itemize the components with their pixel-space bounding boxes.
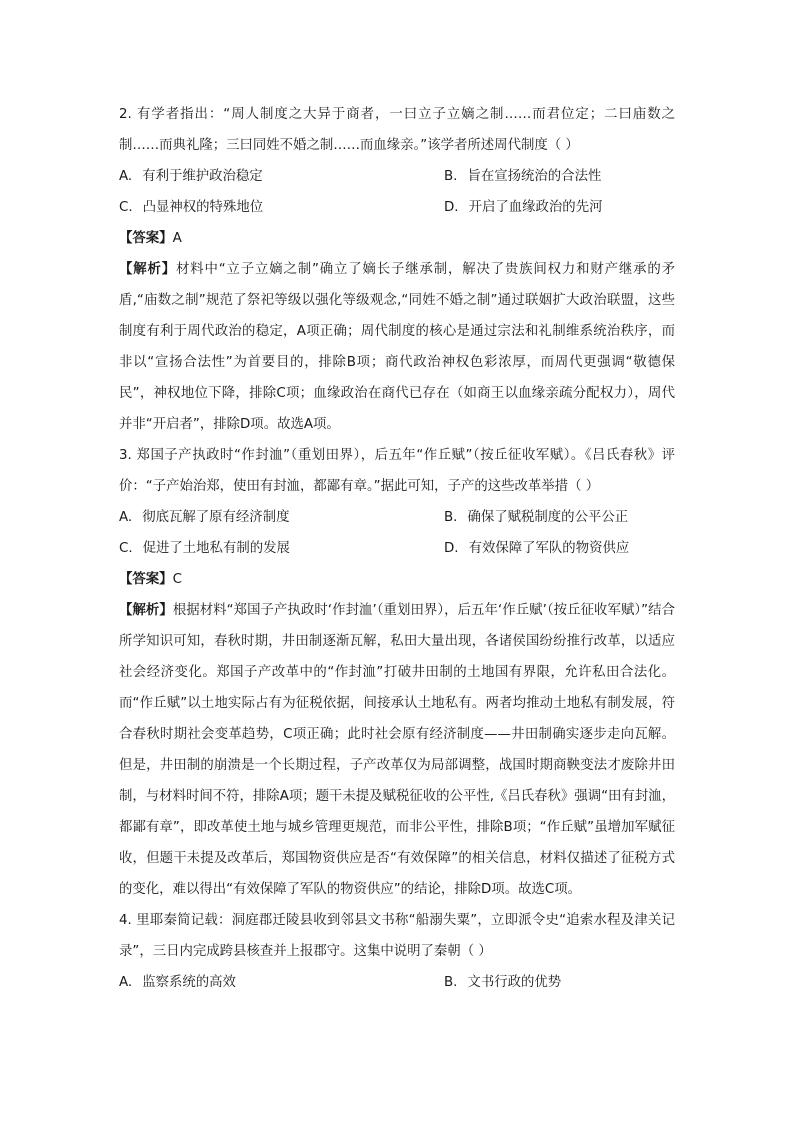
document-content (119, 99, 675, 998)
question-2-analysis (119, 254, 675, 440)
option-letter: A. (119, 169, 133, 184)
question-3-options-row-1 (119, 502, 675, 533)
option-letter: B. (444, 975, 458, 990)
question-4-option-a (119, 967, 444, 998)
question-3-answer (119, 564, 675, 595)
question-4-option-b (444, 967, 675, 998)
answer-value: A (172, 231, 182, 246)
option-text: 开启了血缘政治的先河 (468, 200, 603, 215)
option-letter: B. (444, 510, 458, 525)
question-2-option-d (444, 192, 675, 223)
question-3-analysis (119, 595, 675, 905)
option-letter: C. (119, 541, 133, 556)
question-3-option-d (444, 533, 675, 564)
question-2-option-c (119, 192, 444, 223)
option-letter: D. (444, 200, 459, 215)
question-4-stem: 4. 里耶秦简记载：洞庭郡迁陵县收到邻县文书称“船溺失粟”，立即派令史“追索水程及津关记录”，三日内完成跨县核查并上报郡守。这集中说明了秦朝（ ） (119, 913, 675, 959)
question-3-options-row-2 (119, 533, 675, 564)
question-2-option-b (444, 161, 675, 192)
analysis-label: 【解析】 (119, 603, 173, 618)
answer-label: 【答案】 (119, 231, 173, 246)
option-text: 彻底瓦解了原有经济制度 (142, 510, 290, 525)
analysis-text: 材料中“立子立嫡之制”确立了嫡长子继承制，解决了贵族间权力和财产继承的矛盾,“庙数之制”规范了祭祀等级以强化等级观念,“同姓不婚之制”通过联姻扩大政治联盟，这些制度有利于周代政治的稳定，A项正确；周代制度的核心是通过宗法和礼制维系统治秩序，而非以“宣扬合法性”为首要目的，排除B项；商代政治神权色彩浓厚，而周代更强调“敬德保民”，神权地位下降，排除C项；血缘政治在商代已存在（如商王以血缘亲疏分配权力），周代并非“开启者”，排除D项。故选A项。 (119, 262, 676, 432)
option-letter: A. (119, 510, 133, 525)
option-text: 旨在宣扬统治的合法性 (467, 169, 602, 184)
option-text: 确保了赋税制度的公平公正 (467, 510, 629, 525)
question-3-stem: 3. 郑国子产执政时“作封洫”（重划田界），后五年“作丘赋”（按丘征收军赋）。《吕氏春秋》评价：“子产始治郑，使田有封洫，都鄙有章。”据此可知，子产的这些改革举措（ ） (119, 448, 675, 494)
question-2-option-a (119, 161, 444, 192)
question-3-option-b (444, 502, 675, 533)
option-letter: B. (444, 169, 458, 184)
analysis-text: 根据材料“郑国子产执政时‘作封洫’（重划田界），后五年‘作丘赋’（按丘征收军赋）”结合所学知识可知，春秋时期，井田制逐渐瓦解，私田大量出现，各诸侯国纷纷推行改革，以适应社会经济变化。郑国子产改革中的“作封洫”打破井田制的土地国有界限，允许私田合法化。而“作丘赋”以土地实际占有为征税依据，间接承认土地私有。两者均推动土地私有制发展，符合春秋时期社会变革趋势，C项正确；此时社会原有经济制度——井田制确实逐步走向瓦解。但是，井田制的崩溃是一个长期过程，子产改革仅为局部调整，战国时期商鞅变法才废除井田制，与材料时间不符，排除A项；题干未提及赋税征收的公平性,《吕氏春秋》强调“田有封洫，都鄙有章”，即改革使土地与城乡管理更规范，而非公平性，排除B项；“作丘赋”虽增加军赋征收，但题干未提及改革后，郑国物资供应是否“有效保障”的相关信息，材料仅描述了征税方式的变化，难以得出“有效保障了军队的物资供应”的结论，排除D项。故选C项。 (119, 603, 675, 897)
question-3-option-c (119, 533, 444, 564)
option-text: 促进了土地私有制的发展 (142, 541, 290, 556)
option-letter: C. (119, 200, 133, 215)
question-2-answer (119, 223, 675, 254)
question-2-options-row-1 (119, 161, 675, 192)
question-3-option-a (119, 502, 444, 533)
question-4-options-row-1 (119, 967, 675, 998)
option-text: 有利于维护政治稳定 (142, 169, 263, 184)
option-text: 文书行政的优势 (467, 975, 562, 990)
option-letter: D. (444, 541, 459, 556)
question-2-stem: 2. 有学者指出：“周人制度之大异于商者，一曰立子立嫡之制……而君位定；二曰庙数之制……而典礼隆；三曰同姓不婚之制……而血缘亲。”该学者所述周代制度（ ） (119, 107, 675, 153)
answer-label: 【答案】 (119, 572, 173, 587)
answer-value: C (172, 572, 182, 587)
option-text: 监察系统的高效 (142, 975, 236, 990)
option-letter: A. (119, 975, 133, 990)
option-text: 有效保障了军队的物资供应 (468, 541, 630, 556)
analysis-label: 【解析】 (119, 262, 176, 277)
option-text: 凸显神权的特殊地位 (142, 200, 264, 215)
question-2-options-row-2 (119, 192, 675, 223)
